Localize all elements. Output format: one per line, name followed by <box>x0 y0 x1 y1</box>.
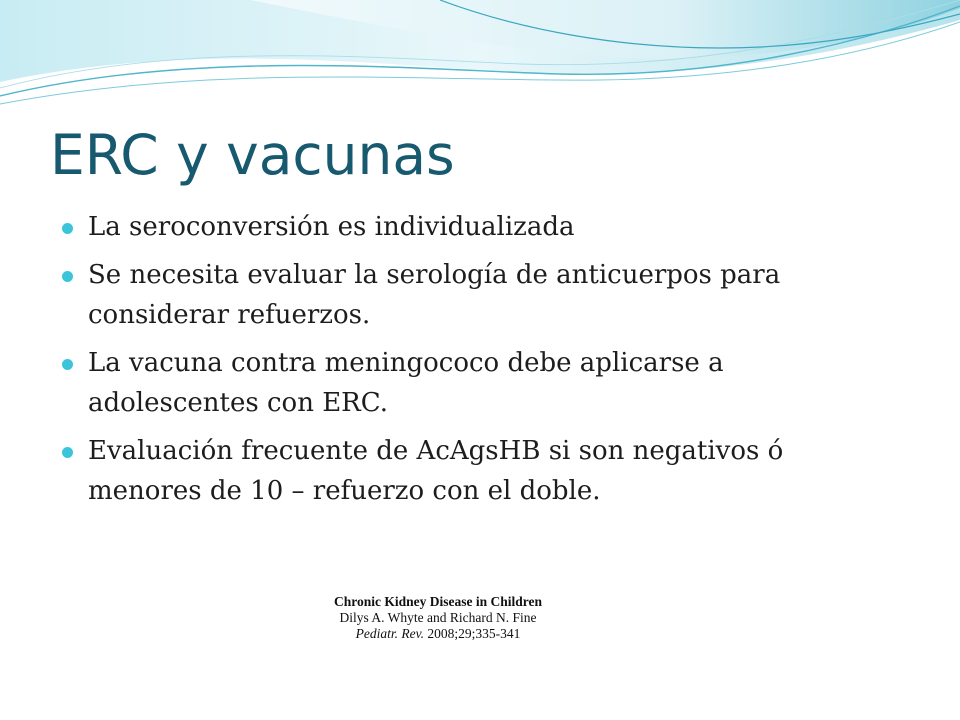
citation-journal-line <box>302 626 574 642</box>
citation-journal-name: Pediatr. Rev. <box>355 626 424 641</box>
header-wave-decoration <box>0 0 960 110</box>
bullet-text: La seroconversión es individualizada <box>88 212 575 242</box>
bullet-list <box>62 207 882 519</box>
citation-details: 2008;29;335-341 <box>427 626 521 641</box>
citation-title: Chronic Kidney Disease in Children <box>333 594 543 609</box>
bullet-item <box>62 343 882 423</box>
bullet-dot-icon <box>62 271 73 282</box>
slide-title: ERC y vacunas <box>50 123 455 187</box>
bullet-dot-icon <box>62 359 73 370</box>
bullet-text: La vacuna contra meningococo debe aplicarse a adolescentes con ERC. <box>88 348 724 418</box>
bullet-dot-icon <box>62 223 73 234</box>
bullet-text: Evaluación frecuente de AcAgsHB si son negativos ó menores de 10 – refuerzo con el doble. <box>88 436 784 506</box>
bullet-item <box>62 255 882 335</box>
bullet-dot-icon <box>62 447 73 458</box>
bullet-item <box>62 431 882 511</box>
citation-box <box>302 585 574 643</box>
bullet-item <box>62 207 882 247</box>
citation-authors: Dilys A. Whyte and Richard N. Fine <box>339 610 537 625</box>
bullet-text: Se necesita evaluar la serología de anticuerpos para considerar refuerzos. <box>88 260 781 330</box>
